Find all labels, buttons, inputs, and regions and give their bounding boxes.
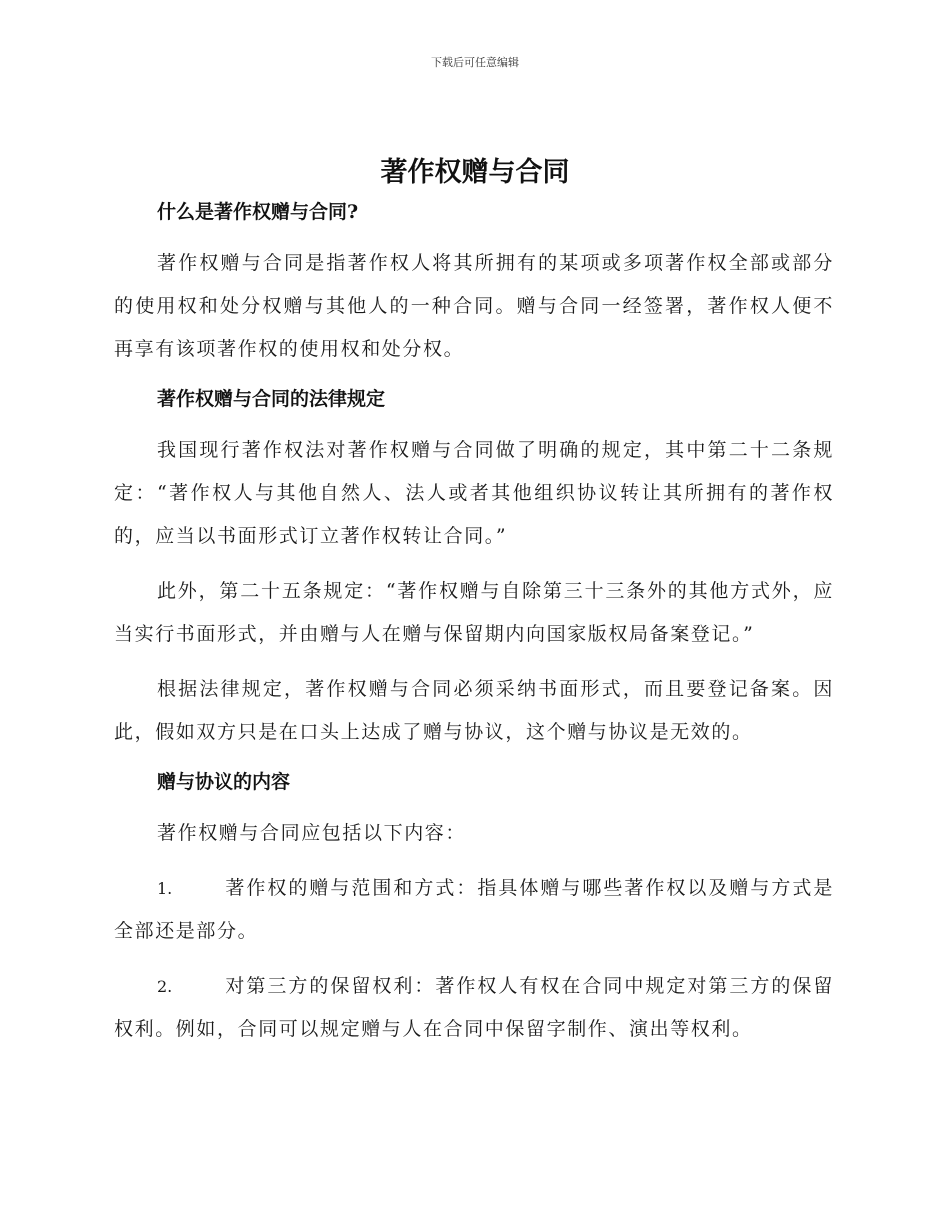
paragraph-article-25: 此外，第二十五条规定：“著作权赠与自除第三十三条外的其他方式外，应当实行书面形式，并由赠与人在赠与保留期内向国家版权局备案登记。”: [114, 580, 834, 645]
page-header-note: 下载后可任意编辑: [431, 56, 519, 69]
list-item-text: 对第三方的保留权利：著作权人有权在合同中规定对第三方的保留权利。例如，合同可以规定赠与人在合同中保留字制作、演出等权利。: [114, 975, 834, 1040]
section-heading-definition: 什么是著作权赠与合同?: [157, 201, 359, 223]
paragraph-definition: 著作权赠与合同是指著作权人将其所拥有的某项或多项著作权全部或部分的使用权和处分权赠与其他人的一种合同。赠与合同一经签署，著作权人便不再享有该项著作权的使用权和处分权。: [114, 252, 834, 360]
section-heading-agreement-content: 赠与协议的内容: [157, 771, 291, 793]
section-heading-legal-provisions: 著作权赠与合同的法律规定: [157, 388, 386, 410]
list-item: [114, 965, 834, 1051]
document-body: [114, 196, 834, 1063]
list-item-number: 1.: [157, 879, 173, 898]
paragraph-article-22: 我国现行著作权法对著作权赠与合同做了明确的规定，其中第二十二条规定：“著作权人与其他自然人、法人或者其他组织协议转让其所拥有的著作权的，应当以书面形式订立著作权转让合同。”: [114, 439, 834, 547]
paragraph-content-intro: 著作权赠与合同应包括以下内容：: [157, 822, 467, 844]
list-item: [114, 867, 834, 953]
list-item-number: 2.: [157, 977, 173, 996]
list-item-text: 著作权的赠与范围和方式：指具体赠与哪些著作权以及赠与方式是全部还是部分。: [114, 877, 834, 942]
paragraph-legal-conclusion: 根据法律规定，著作权赠与合同必须采纳书面形式，而且要登记备案。因此，假如双方只是在口头上达成了赠与协议，这个赠与协议是无效的。: [114, 678, 834, 743]
document-title: 著作权赠与合同: [380, 157, 570, 188]
